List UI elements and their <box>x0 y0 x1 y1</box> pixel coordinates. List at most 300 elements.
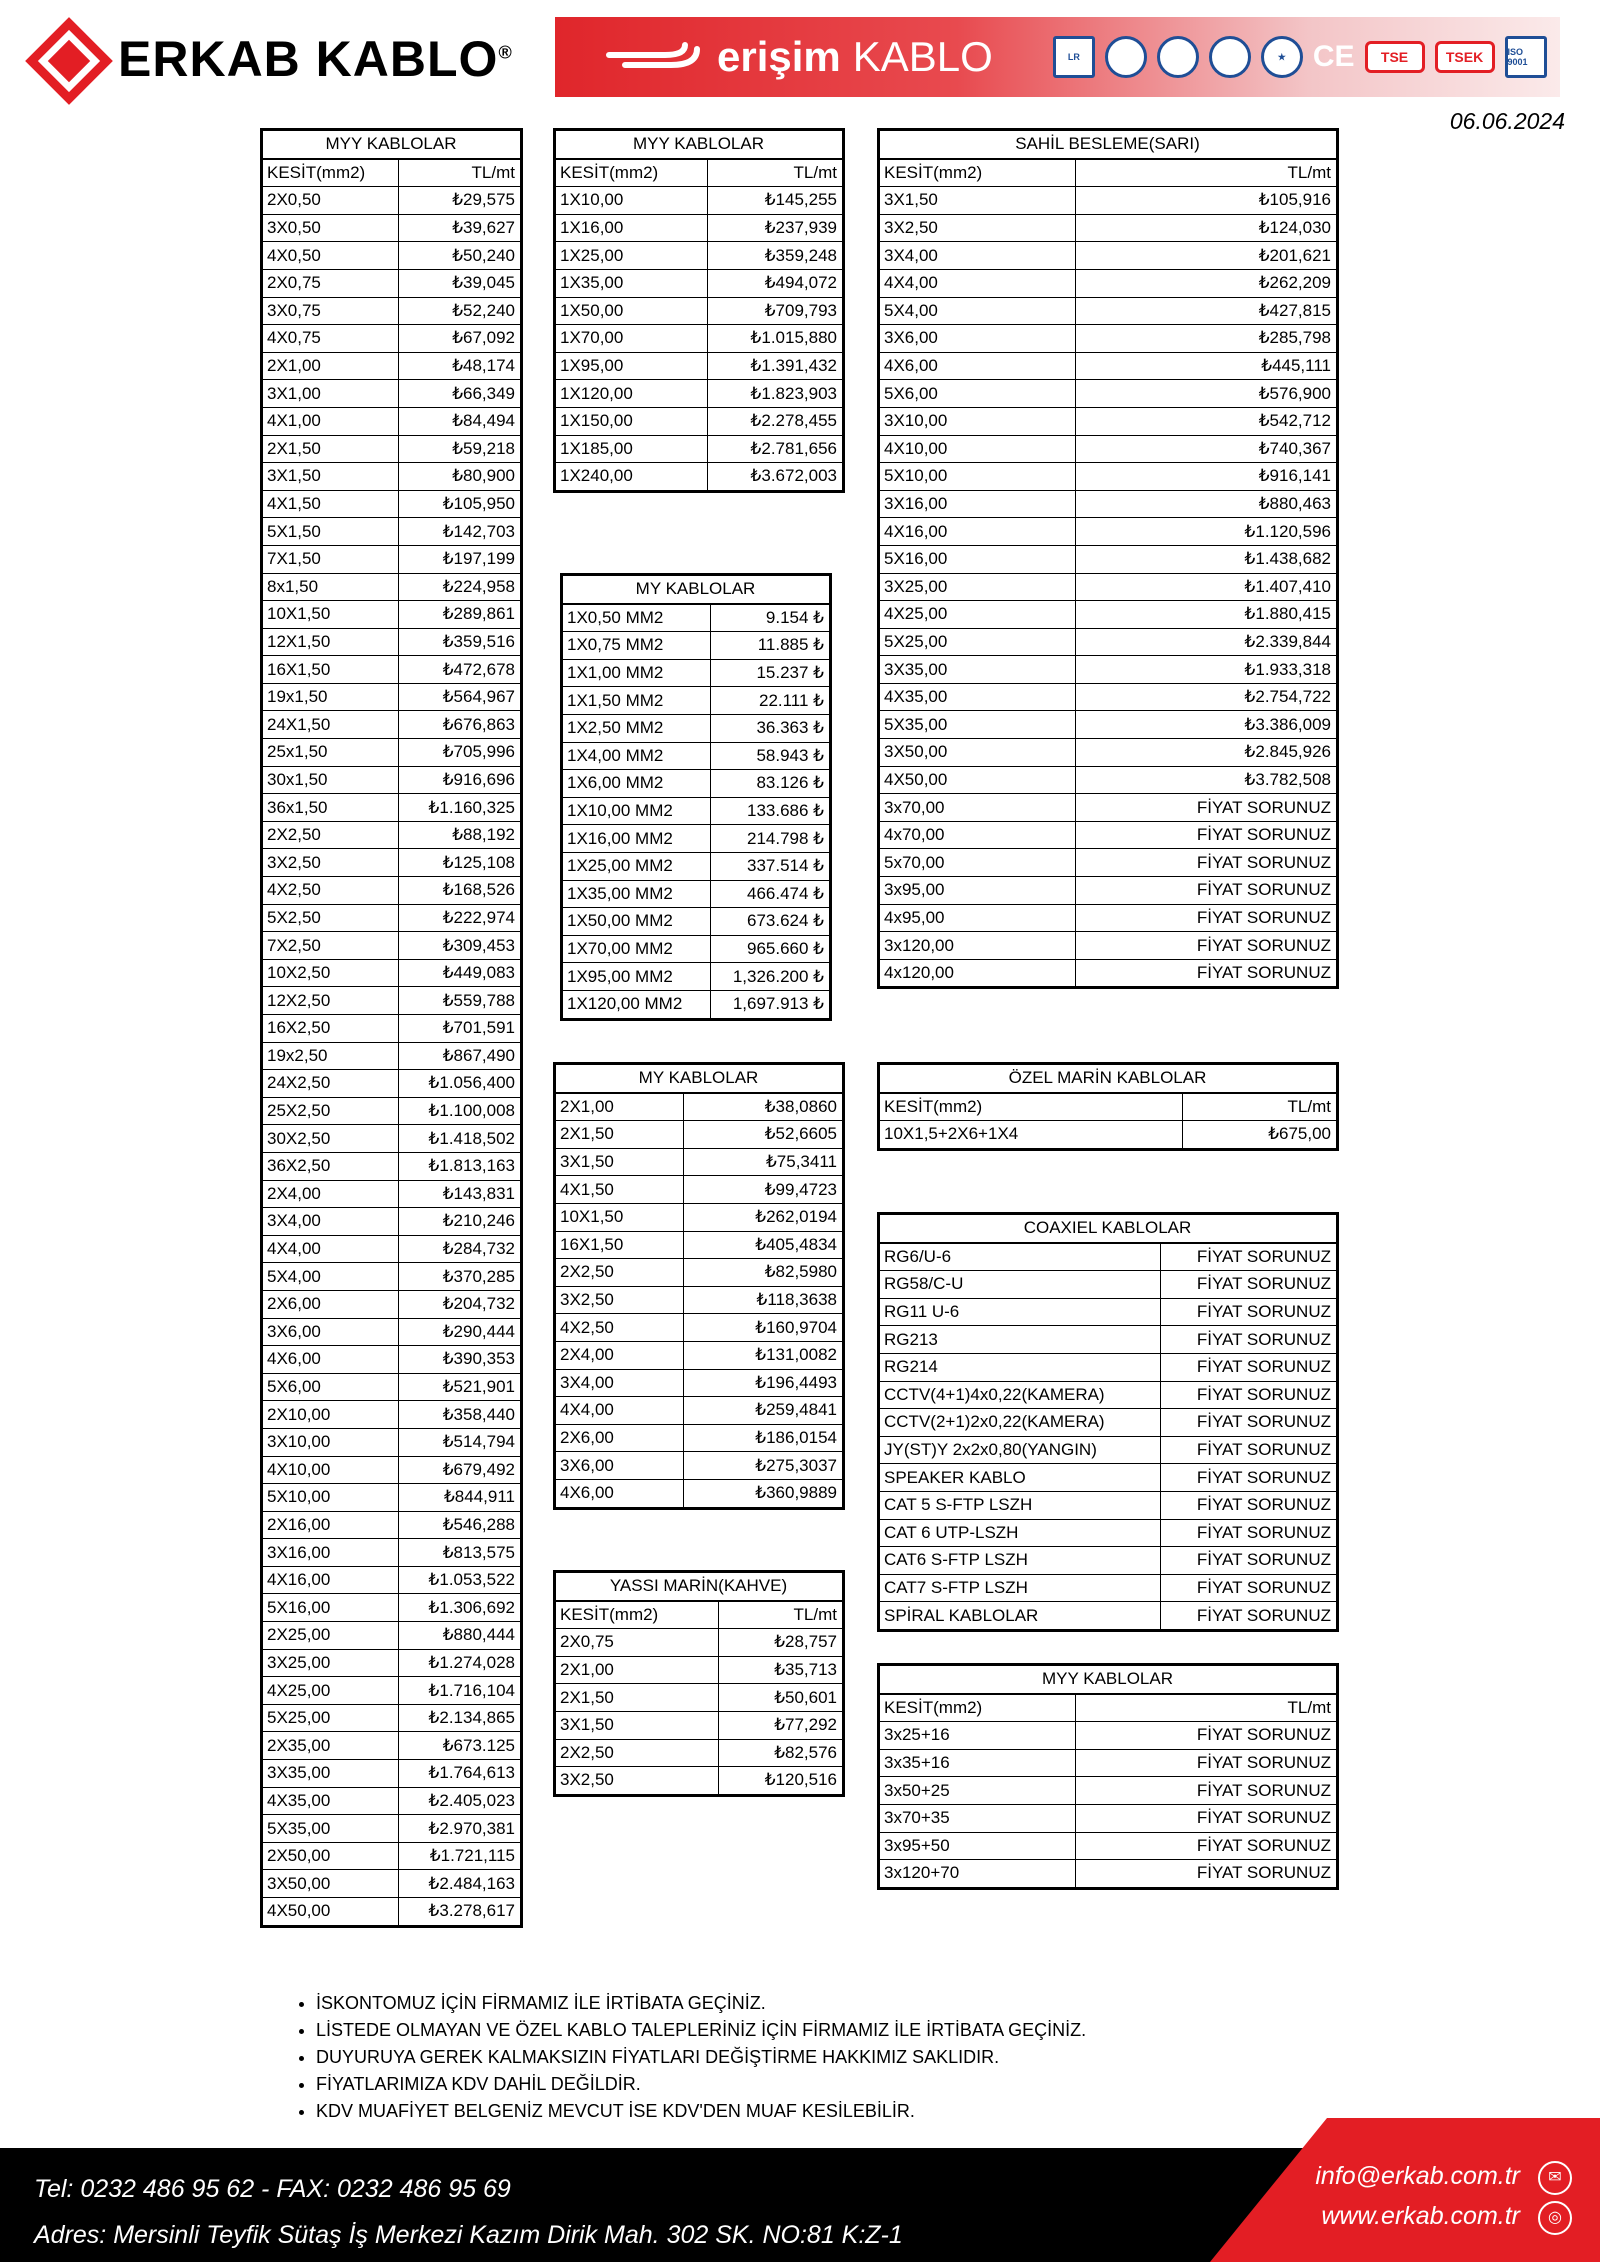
table-row <box>262 1760 522 1788</box>
cable-price: ₺472,678 <box>399 656 522 684</box>
table-title-row <box>555 1064 844 1093</box>
cable-section: 1X95,00 <box>555 352 708 380</box>
cable-price: 22.111 ₺ <box>710 687 830 715</box>
cable-price: ₺445,111 <box>1076 352 1338 380</box>
cable-price: ₺1.391,432 <box>707 352 843 380</box>
diamond-logo-icon <box>25 17 113 105</box>
cable-price: 337.514 ₺ <box>710 852 830 880</box>
stamp-cert-icon <box>1209 36 1251 78</box>
table-row <box>879 1491 1338 1519</box>
cable-price: ₺359,248 <box>707 242 843 270</box>
column-header-section: KESİT(mm2) <box>555 159 708 187</box>
cable-section: 4X4,00 <box>262 1235 399 1263</box>
table-row <box>562 770 831 798</box>
cable-price: ₺120,516 <box>718 1767 843 1796</box>
table-row <box>879 380 1338 408</box>
table-row <box>262 1622 522 1650</box>
cable-price: 9.154 ₺ <box>710 604 830 632</box>
cable-price: ₺262,209 <box>1076 269 1338 297</box>
table-row <box>879 214 1338 242</box>
cable-price: ₺576,900 <box>1076 380 1338 408</box>
cable-price: ₺145,255 <box>707 187 843 215</box>
cable-section: 3x25+16 <box>879 1722 1076 1750</box>
cable-price: ₺880,463 <box>1076 490 1338 518</box>
brand-name: ERKAB KABLO <box>118 31 499 87</box>
cable-section: 1X2,50 MM2 <box>562 714 711 742</box>
cable-section: CAT 5 S-FTP LSZH <box>879 1491 1161 1519</box>
notes-list <box>290 1990 1086 2125</box>
cable-section: 1X50,00 <box>555 297 708 325</box>
cable-section: 4x95,00 <box>879 904 1076 932</box>
cable-price: FİYAT SORUNUZ <box>1076 932 1338 960</box>
column-header-price: TL/mt <box>1183 1093 1338 1121</box>
header-banner <box>555 17 1560 97</box>
table-row <box>562 604 831 632</box>
table-row <box>262 1428 522 1456</box>
cable-price: ₺1.418,502 <box>399 1125 522 1153</box>
cable-price: FİYAT SORUNUZ <box>1076 1832 1338 1860</box>
cable-section: 2X35,00 <box>262 1732 399 1760</box>
table-row <box>879 187 1338 215</box>
table-row <box>555 1424 844 1452</box>
table-row <box>562 742 831 770</box>
cable-section: 2X1,50 <box>555 1684 719 1712</box>
cable-price: ₺405,4834 <box>683 1231 843 1259</box>
cable-price: ₺67,092 <box>399 325 522 353</box>
cable-section: 12X2,50 <box>262 987 399 1015</box>
column-header-price: TL/mt <box>399 159 522 187</box>
cable-price: ₺39,045 <box>399 269 522 297</box>
cable-price: FİYAT SORUNUZ <box>1161 1381 1338 1409</box>
cable-price: ₺125,108 <box>399 849 522 877</box>
table-row <box>555 463 844 492</box>
cable-price: 1,697.913 ₺ <box>710 990 830 1019</box>
cable-section: 4X25,00 <box>262 1677 399 1705</box>
cable-section: 2X0,75 <box>555 1629 719 1657</box>
table-row <box>879 1298 1338 1326</box>
table-row <box>262 1346 522 1374</box>
table-row <box>555 1314 844 1342</box>
cable-section: 5X25,00 <box>879 628 1076 656</box>
table-title: MYY KABLOLAR <box>555 130 844 159</box>
table-row <box>562 632 831 660</box>
cable-section: 36X2,50 <box>262 1152 399 1180</box>
cable-price: FİYAT SORUNUZ <box>1076 821 1338 849</box>
cable-price: ₺867,490 <box>399 1042 522 1070</box>
cable-price: ₺705,996 <box>399 739 522 767</box>
cable-section: 4X2,50 <box>555 1314 684 1342</box>
yassi-marin-table <box>553 1570 845 1797</box>
cable-section: 3X1,00 <box>262 380 399 408</box>
cable-section: 2X1,50 <box>555 1121 684 1149</box>
table-row <box>262 628 522 656</box>
cable-section: 4X0,50 <box>262 242 399 270</box>
cable-section: 2X4,00 <box>555 1341 684 1369</box>
table-row <box>879 628 1338 656</box>
cable-section: 5X6,00 <box>262 1373 399 1401</box>
cable-price: 133.686 ₺ <box>710 797 830 825</box>
cable-price: ₺390,353 <box>399 1346 522 1374</box>
table-row <box>879 959 1338 988</box>
table-row <box>262 269 522 297</box>
cable-section: 7X2,50 <box>262 932 399 960</box>
registered-mark: ® <box>498 42 513 63</box>
table-row <box>879 463 1338 491</box>
table-row <box>879 601 1338 629</box>
cable-price: ₺237,939 <box>707 214 843 242</box>
cable-section: 2X1,50 <box>262 435 399 463</box>
table-row <box>262 739 522 767</box>
table-row <box>879 766 1338 794</box>
cable-section: 1X16,00 <box>555 214 708 242</box>
cable-section: 3x95+50 <box>879 1832 1076 1860</box>
cable-section: 1X35,00 <box>555 269 708 297</box>
cable-section: 8x1,50 <box>262 573 399 601</box>
cable-section: 4X1,50 <box>262 490 399 518</box>
cable-price: ₺142,703 <box>399 518 522 546</box>
table-row <box>262 849 522 877</box>
cable-section: CCTV(2+1)2x0,22(KAMERA) <box>879 1409 1161 1437</box>
cable-price: 83.126 ₺ <box>710 770 830 798</box>
cable-section: 2X1,00 <box>555 1093 684 1121</box>
cable-section: 1X120,00 <box>555 380 708 408</box>
table-row <box>262 1208 522 1236</box>
table-row <box>879 545 1338 573</box>
cable-price: ₺204,732 <box>399 1290 522 1318</box>
table-row <box>555 242 844 270</box>
banner-brand-a: erişim <box>717 33 841 80</box>
cable-section: 30x1,50 <box>262 766 399 794</box>
erkab-logo <box>24 16 513 92</box>
cable-price: 11.885 ₺ <box>710 632 830 660</box>
table-row <box>262 573 522 601</box>
table-row <box>879 490 1338 518</box>
cable-price: ₺2.754,722 <box>1076 683 1338 711</box>
footer-website[interactable]: www.erkab.com.tr <box>1321 2202 1520 2230</box>
table-row <box>879 1519 1338 1547</box>
cable-price: FİYAT SORUNUZ <box>1161 1326 1338 1354</box>
cable-section: 1X0,75 MM2 <box>562 632 711 660</box>
table-row <box>262 1097 522 1125</box>
table-row <box>555 1176 844 1204</box>
note-item: • İSKONTOMUZ İÇİN FİRMAMIZ İLE İRTİBATA GEÇİNİZ. <box>316 1990 1086 2017</box>
cable-section: 24X2,50 <box>262 1070 399 1098</box>
cable-section: 4X35,00 <box>262 1787 399 1815</box>
cable-section: 4X0,75 <box>262 325 399 353</box>
sahil-besleme-table <box>877 128 1339 989</box>
cable-section: 3X2,50 <box>555 1286 684 1314</box>
cable-section: 7X1,50 <box>262 545 399 573</box>
table-row <box>262 325 522 353</box>
cable-section: 4X16,00 <box>879 518 1076 546</box>
cable-price: ₺740,367 <box>1076 435 1338 463</box>
column-header-price: TL/mt <box>1076 159 1338 187</box>
cable-section: 4X1,00 <box>262 407 399 435</box>
table-row <box>555 1093 844 1121</box>
cable-price: 965.660 ₺ <box>710 935 830 963</box>
cable-section: 16X1,50 <box>555 1231 684 1259</box>
cable-price: ₺82,576 <box>718 1739 843 1767</box>
table-row <box>262 821 522 849</box>
table-row <box>562 908 831 936</box>
cable-section: 4X35,00 <box>879 683 1076 711</box>
table-row <box>879 849 1338 877</box>
table-row <box>262 1539 522 1567</box>
table-row <box>879 297 1338 325</box>
price-list-date: 06.06.2024 <box>1449 108 1565 134</box>
table-row <box>262 1263 522 1291</box>
table-row <box>879 1326 1338 1354</box>
table-row <box>555 352 844 380</box>
table-row <box>555 1452 844 1480</box>
table-row <box>262 1787 522 1815</box>
cable-section: 3X4,00 <box>262 1208 399 1236</box>
table-row <box>555 435 844 463</box>
cable-section: 3X10,00 <box>879 407 1076 435</box>
column-header-section: KESİT(mm2) <box>879 1093 1183 1121</box>
myy-kablolar-table <box>260 128 523 1928</box>
table-row <box>262 877 522 905</box>
cable-price: FİYAT SORUNUZ <box>1161 1271 1338 1299</box>
cable-section: 25X2,50 <box>262 1097 399 1125</box>
table-title: YASSI MARİN(KAHVE) <box>555 1572 844 1601</box>
table-row <box>879 1722 1338 1750</box>
cable-section: 5X35,00 <box>879 711 1076 739</box>
cable-section: CAT6 S-FTP LSZH <box>879 1547 1161 1575</box>
table-row <box>262 1070 522 1098</box>
footer-phone: Tel: 0232 486 95 62 - FAX: 0232 486 95 69 <box>34 2175 511 2203</box>
table-row <box>555 380 844 408</box>
table-row <box>262 1152 522 1180</box>
cable-price: ₺29,575 <box>399 187 522 215</box>
table-row <box>555 1286 844 1314</box>
cable-price: ₺1.716,104 <box>399 1677 522 1705</box>
cable-price: ₺2.484,163 <box>399 1870 522 1898</box>
cable-price: ₺52,6605 <box>683 1121 843 1149</box>
table-row <box>262 1484 522 1512</box>
table-title: SAHİL BESLEME(SARI) <box>879 130 1338 159</box>
cable-price: ₺1.933,318 <box>1076 656 1338 684</box>
cable-price: ₺3.386,009 <box>1076 711 1338 739</box>
tse-cert-icon: TSE <box>1365 41 1425 73</box>
cable-price: ₺88,192 <box>399 821 522 849</box>
ce-mark-icon: CE <box>1312 40 1355 73</box>
cable-price: ₺1.053,522 <box>399 1566 522 1594</box>
cable-section: 10X1,50 <box>262 601 399 629</box>
cable-price: ₺124,030 <box>1076 214 1338 242</box>
cable-section: 3X4,00 <box>555 1369 684 1397</box>
cable-section: 2X0,75 <box>262 269 399 297</box>
cable-price: ₺1.438,682 <box>1076 545 1338 573</box>
cable-section: 3X10,00 <box>262 1428 399 1456</box>
cable-price: FİYAT SORUNUZ <box>1076 1804 1338 1832</box>
table-row <box>562 963 831 991</box>
cable-price: ₺2.405,023 <box>399 1787 522 1815</box>
cable-section: 12X1,50 <box>262 628 399 656</box>
cable-price: ₺1.100,008 <box>399 1097 522 1125</box>
cable-price: ₺2.845,926 <box>1076 739 1338 767</box>
cable-section: 3x120,00 <box>879 932 1076 960</box>
cable-price: ₺679,492 <box>399 1456 522 1484</box>
mail-icon: ✉ <box>1538 2161 1572 2195</box>
table-row <box>562 935 831 963</box>
cable-section: 3X50,00 <box>879 739 1076 767</box>
table-row <box>262 711 522 739</box>
cable-section: JY(ST)Y 2x2x0,80(YANGIN) <box>879 1436 1161 1464</box>
table-row <box>262 766 522 794</box>
erisim-kablo-logo <box>605 33 993 81</box>
cable-section: 3X0,75 <box>262 297 399 325</box>
cable-price: ₺880,444 <box>399 1622 522 1650</box>
table-row <box>879 877 1338 905</box>
table-row <box>555 1629 844 1657</box>
table-row <box>879 1381 1338 1409</box>
cable-section: 5X10,00 <box>262 1484 399 1512</box>
cable-price: ₺143,831 <box>399 1180 522 1208</box>
table-row <box>262 380 522 408</box>
table-row <box>262 683 522 711</box>
table-header-row <box>879 1093 1338 1121</box>
myy-kablolar-multi-core-table <box>877 1663 1339 1890</box>
cable-section: CAT7 S-FTP LSZH <box>879 1574 1161 1602</box>
cable-section: 3x70,00 <box>879 794 1076 822</box>
cable-price: ₺168,526 <box>399 877 522 905</box>
cable-section: 2X50,00 <box>262 1842 399 1870</box>
cable-price: 15.237 ₺ <box>710 659 830 687</box>
cable-price: 58.943 ₺ <box>710 742 830 770</box>
cable-section: 4X10,00 <box>262 1456 399 1484</box>
cable-section: 3x50+25 <box>879 1777 1076 1805</box>
table-title: MY KABLOLAR <box>555 1064 844 1093</box>
cable-price: ₺201,621 <box>1076 242 1338 270</box>
table-row <box>879 435 1338 463</box>
table-row <box>879 1860 1338 1889</box>
cable-section: 4X10,00 <box>879 435 1076 463</box>
cable-section: 2X0,50 <box>262 187 399 215</box>
table-row <box>262 1815 522 1843</box>
table-row <box>262 959 522 987</box>
cable-price: ₺197,199 <box>399 545 522 573</box>
cable-price: ₺52,240 <box>399 297 522 325</box>
cable-section: 19x1,50 <box>262 683 399 711</box>
cable-price: FİYAT SORUNUZ <box>1076 959 1338 988</box>
column-header-section: KESİT(mm2) <box>879 159 1076 187</box>
my-kablolar-single-table <box>560 573 832 1021</box>
cable-section: 1X35,00 MM2 <box>562 880 711 908</box>
cable-section: 3X35,00 <box>262 1760 399 1788</box>
cable-price: FİYAT SORUNUZ <box>1161 1243 1338 1271</box>
lr-cert-icon: LR <box>1053 36 1095 78</box>
table-row <box>262 1677 522 1705</box>
cable-section: 4X4,00 <box>555 1397 684 1425</box>
cable-section: 1X25,00 MM2 <box>562 852 711 880</box>
table-row <box>262 1566 522 1594</box>
cable-section: RG214 <box>879 1353 1161 1381</box>
star-cert-icon: ★ <box>1261 36 1303 78</box>
cable-price: ₺38,0860 <box>683 1093 843 1121</box>
table-row <box>262 1318 522 1346</box>
table-row <box>879 1804 1338 1832</box>
coaxiel-kablolar-table <box>877 1212 1339 1632</box>
cable-price: FİYAT SORUNUZ <box>1161 1491 1338 1519</box>
table-row <box>262 1732 522 1760</box>
table-row <box>562 880 831 908</box>
tsek-cert-icon: TSEK <box>1435 41 1495 73</box>
table-title-row <box>555 130 844 159</box>
cable-section: 1X1,50 MM2 <box>562 687 711 715</box>
cable-price: ₺289,861 <box>399 601 522 629</box>
cable-section: 2X2,50 <box>555 1259 684 1287</box>
cable-price: ₺1.274,028 <box>399 1649 522 1677</box>
table-row <box>555 214 844 242</box>
cable-section: 5X4,00 <box>262 1263 399 1291</box>
cable-price: ₺1.015,880 <box>707 325 843 353</box>
table-title-row <box>879 1064 1338 1093</box>
cable-price: ₺262,0194 <box>683 1203 843 1231</box>
cable-price: ₺2.781,656 <box>707 435 843 463</box>
table-row <box>262 1290 522 1318</box>
table-row <box>555 297 844 325</box>
iso-cert-icon: ISO 9001 <box>1505 36 1547 78</box>
table-row <box>555 1369 844 1397</box>
table-row <box>879 407 1338 435</box>
table-row <box>262 490 522 518</box>
cable-price: 214.798 ₺ <box>710 825 830 853</box>
cable-price: FİYAT SORUNUZ <box>1161 1574 1338 1602</box>
cable-section: 10X1,50 <box>555 1203 684 1231</box>
table-row <box>879 573 1338 601</box>
cable-price: ₺48,174 <box>399 352 522 380</box>
note-item: • KDV MUAFİYET BELGENİZ MEVCUT İSE KDV'DEN MUAF KESİLEBİLİR. <box>316 2098 1086 2125</box>
cable-price: ₺358,440 <box>399 1401 522 1429</box>
cable-section: 10X1,5+2X6+1X4 <box>879 1121 1183 1150</box>
cable-price: ₺50,601 <box>718 1684 843 1712</box>
cable-section: RG11 U-6 <box>879 1298 1161 1326</box>
footer-email[interactable]: info@erkab.com.tr <box>1315 2162 1520 2190</box>
cable-section: RG213 <box>879 1326 1161 1354</box>
footer-contact <box>34 2166 903 2258</box>
table-row <box>879 1353 1338 1381</box>
cable-price: 466.474 ₺ <box>710 880 830 908</box>
cable-price: ₺160,9704 <box>683 1314 843 1342</box>
cable-price: ₺186,0154 <box>683 1424 843 1452</box>
cable-section: 1X70,00 <box>555 325 708 353</box>
cable-price: ₺916,141 <box>1076 463 1338 491</box>
cable-price: ₺1.880,415 <box>1076 601 1338 629</box>
cable-section: 4X25,00 <box>879 601 1076 629</box>
cable-section: 1X150,00 <box>555 407 708 435</box>
cable-section: 10X2,50 <box>262 959 399 987</box>
table-row <box>555 1397 844 1425</box>
table-row <box>262 794 522 822</box>
cable-price: ₺35,713 <box>718 1656 843 1684</box>
cable-price: FİYAT SORUNUZ <box>1076 1749 1338 1777</box>
table-title-row <box>562 575 831 604</box>
cable-price: ₺309,453 <box>399 932 522 960</box>
cable-section: 24X1,50 <box>262 711 399 739</box>
cable-section: SPEAKER KABLO <box>879 1464 1161 1492</box>
footer-address: Adres: Mersinli Teyfik Sütaş İş Merkezi Kazım Dirik Mah. 302 SK. NO:81 K:Z-1 <box>34 2221 903 2249</box>
table-row <box>555 1148 844 1176</box>
table-row <box>262 1015 522 1043</box>
table-title-row <box>262 130 522 159</box>
cable-price: ₺290,444 <box>399 1318 522 1346</box>
table-row <box>879 1832 1338 1860</box>
cable-price: ₺2.970,381 <box>399 1815 522 1843</box>
column-header-price: TL/mt <box>718 1601 843 1629</box>
cable-section: 5X16,00 <box>879 545 1076 573</box>
table-header-row <box>555 159 844 187</box>
